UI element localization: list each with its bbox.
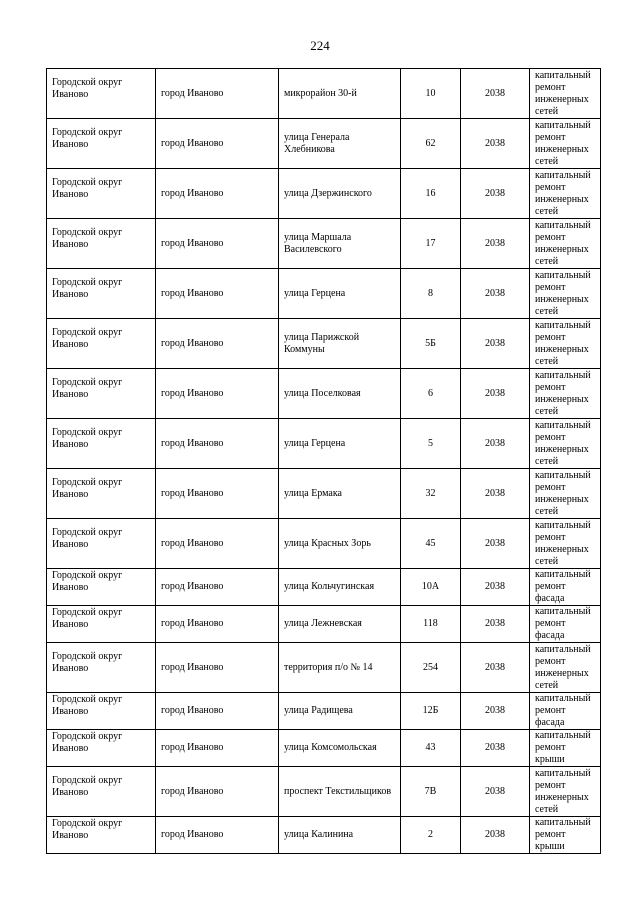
okrug-cell xyxy=(47,169,156,219)
register-table xyxy=(46,68,601,854)
okrug-text: Городской округ Иваново xyxy=(52,326,123,350)
year-cell: 2038 xyxy=(461,767,530,817)
city-cell: город Иваново xyxy=(156,319,279,369)
house-number-cell: 43 xyxy=(401,730,461,767)
okrug-cell xyxy=(47,369,156,419)
city-cell: город Иваново xyxy=(156,119,279,169)
year-cell: 2038 xyxy=(461,817,530,854)
work-type-cell: капитальный ремонт инженерных сетей xyxy=(530,643,601,693)
okrug-text: Городской округ Иваново xyxy=(52,376,123,400)
okrug-cell xyxy=(47,269,156,319)
okrug-text: Городской округ Иваново xyxy=(52,76,123,100)
year-cell: 2038 xyxy=(461,269,530,319)
okrug-text: Городской округ Иваново xyxy=(52,176,123,200)
year-cell: 2038 xyxy=(461,319,530,369)
okrug-text: Городской округ Иваново xyxy=(52,774,123,798)
table-row xyxy=(47,569,601,606)
table-row xyxy=(47,817,601,854)
okrug-cell xyxy=(47,767,156,817)
work-type-cell: капитальный ремонт крыши xyxy=(530,730,601,767)
okrug-text: Городской округ Иваново xyxy=(52,818,123,841)
street-cell: улица Маршала Василевского xyxy=(279,219,401,269)
house-number-cell: 17 xyxy=(401,219,461,269)
city-cell: город Иваново xyxy=(156,469,279,519)
table-body xyxy=(47,69,601,854)
work-type-cell: капитальный ремонт инженерных сетей xyxy=(530,219,601,269)
page-number: 224 xyxy=(310,38,330,53)
house-number-cell: 118 xyxy=(401,606,461,643)
okrug-cell xyxy=(47,606,156,643)
work-type-cell: капитальный ремонт инженерных сетей xyxy=(530,119,601,169)
house-number-cell: 7В xyxy=(401,767,461,817)
house-number-cell: 32 xyxy=(401,469,461,519)
city-cell: город Иваново xyxy=(156,643,279,693)
house-number-cell: 5Б xyxy=(401,319,461,369)
street-cell: улица Лежневская xyxy=(279,606,401,643)
table-row xyxy=(47,730,601,767)
street-cell: улица Герцена xyxy=(279,269,401,319)
okrug-cell xyxy=(47,419,156,469)
street-cell: улица Комсомольская xyxy=(279,730,401,767)
table-row xyxy=(47,369,601,419)
okrug-text: Городской округ Иваново xyxy=(52,731,123,754)
street-cell: улица Парижской Коммуны xyxy=(279,319,401,369)
okrug-cell xyxy=(47,730,156,767)
year-cell: 2038 xyxy=(461,169,530,219)
street-cell: проспект Текстильщиков xyxy=(279,767,401,817)
work-type-cell: капитальный ремонт инженерных сетей xyxy=(530,69,601,119)
year-cell: 2038 xyxy=(461,643,530,693)
city-cell: город Иваново xyxy=(156,693,279,730)
city-cell: город Иваново xyxy=(156,69,279,119)
city-cell: город Иваново xyxy=(156,269,279,319)
table-row xyxy=(47,319,601,369)
work-type-cell: капитальный ремонт инженерных сетей xyxy=(530,369,601,419)
house-number-cell: 8 xyxy=(401,269,461,319)
okrug-text: Городской округ Иваново xyxy=(52,276,123,300)
okrug-text: Городской округ Иваново xyxy=(52,126,123,150)
year-cell: 2038 xyxy=(461,219,530,269)
city-cell: город Иваново xyxy=(156,730,279,767)
okrug-cell xyxy=(47,119,156,169)
okrug-text: Городской округ Иваново xyxy=(52,526,123,550)
okrug-cell xyxy=(47,319,156,369)
street-cell: улица Кольчугинская xyxy=(279,569,401,606)
year-cell: 2038 xyxy=(461,569,530,606)
work-type-cell: капитальный ремонт фасада xyxy=(530,569,601,606)
table-row xyxy=(47,219,601,269)
table-row xyxy=(47,767,601,817)
city-cell: город Иваново xyxy=(156,606,279,643)
okrug-cell xyxy=(47,219,156,269)
street-cell: улица Поселковая xyxy=(279,369,401,419)
table-row xyxy=(47,169,601,219)
okrug-text: Городской округ Иваново xyxy=(52,694,123,717)
year-cell: 2038 xyxy=(461,469,530,519)
okrug-cell xyxy=(47,569,156,606)
work-type-cell: капитальный ремонт инженерных сетей xyxy=(530,419,601,469)
work-type-cell: капитальный ремонт инженерных сетей xyxy=(530,319,601,369)
okrug-cell xyxy=(47,519,156,569)
year-cell: 2038 xyxy=(461,693,530,730)
table-row xyxy=(47,693,601,730)
year-cell: 2038 xyxy=(461,419,530,469)
work-type-cell: капитальный ремонт инженерных сетей xyxy=(530,269,601,319)
table-row xyxy=(47,469,601,519)
okrug-text: Городской округ Иваново xyxy=(52,426,123,450)
table-row xyxy=(47,606,601,643)
okrug-cell xyxy=(47,693,156,730)
okrug-cell xyxy=(47,643,156,693)
street-cell: территория п/о № 14 xyxy=(279,643,401,693)
table-row xyxy=(47,643,601,693)
year-cell: 2038 xyxy=(461,606,530,643)
house-number-cell: 5 xyxy=(401,419,461,469)
work-type-cell: капитальный ремонт крыши xyxy=(530,817,601,854)
work-type-cell: капитальный ремонт фасада xyxy=(530,693,601,730)
okrug-text: Городской округ Иваново xyxy=(52,476,123,500)
street-cell: улица Герцена xyxy=(279,419,401,469)
table-row xyxy=(47,269,601,319)
table-row xyxy=(47,519,601,569)
okrug-cell xyxy=(47,469,156,519)
work-type-cell: капитальный ремонт инженерных сетей xyxy=(530,519,601,569)
year-cell: 2038 xyxy=(461,730,530,767)
work-type-cell: капитальный ремонт инженерных сетей xyxy=(530,767,601,817)
city-cell: город Иваново xyxy=(156,169,279,219)
okrug-text: Городской округ Иваново xyxy=(52,650,123,674)
city-cell: город Иваново xyxy=(156,219,279,269)
house-number-cell: 6 xyxy=(401,369,461,419)
street-cell: улица Калинина xyxy=(279,817,401,854)
house-number-cell: 10А xyxy=(401,569,461,606)
house-number-cell: 10 xyxy=(401,69,461,119)
work-type-cell: капитальный ремонт инженерных сетей xyxy=(530,169,601,219)
city-cell: город Иваново xyxy=(156,369,279,419)
table-row xyxy=(47,419,601,469)
street-cell: улица Дзержинского xyxy=(279,169,401,219)
house-number-cell: 254 xyxy=(401,643,461,693)
house-number-cell: 16 xyxy=(401,169,461,219)
year-cell: 2038 xyxy=(461,519,530,569)
table-row xyxy=(47,69,601,119)
okrug-text: Городской округ Иваново xyxy=(52,607,123,630)
house-number-cell: 2 xyxy=(401,817,461,854)
okrug-text: Городской округ Иваново xyxy=(52,226,123,250)
street-cell: улица Радищева xyxy=(279,693,401,730)
house-number-cell: 45 xyxy=(401,519,461,569)
year-cell: 2038 xyxy=(461,369,530,419)
year-cell: 2038 xyxy=(461,119,530,169)
city-cell: город Иваново xyxy=(156,419,279,469)
street-cell: улица Красных Зорь xyxy=(279,519,401,569)
house-number-cell: 12Б xyxy=(401,693,461,730)
street-cell: улица Генерала Хлебникова xyxy=(279,119,401,169)
city-cell: город Иваново xyxy=(156,569,279,606)
city-cell: город Иваново xyxy=(156,519,279,569)
house-number-cell: 62 xyxy=(401,119,461,169)
okrug-cell xyxy=(47,69,156,119)
okrug-text: Городской округ Иваново xyxy=(52,570,123,593)
street-cell: улица Ермака xyxy=(279,469,401,519)
work-type-cell: капитальный ремонт фасада xyxy=(530,606,601,643)
city-cell: город Иваново xyxy=(156,817,279,854)
street-cell: микрорайон 30-й xyxy=(279,69,401,119)
work-type-cell: капитальный ремонт инженерных сетей xyxy=(530,469,601,519)
city-cell: город Иваново xyxy=(156,767,279,817)
okrug-cell xyxy=(47,817,156,854)
table-row xyxy=(47,119,601,169)
year-cell: 2038 xyxy=(461,69,530,119)
